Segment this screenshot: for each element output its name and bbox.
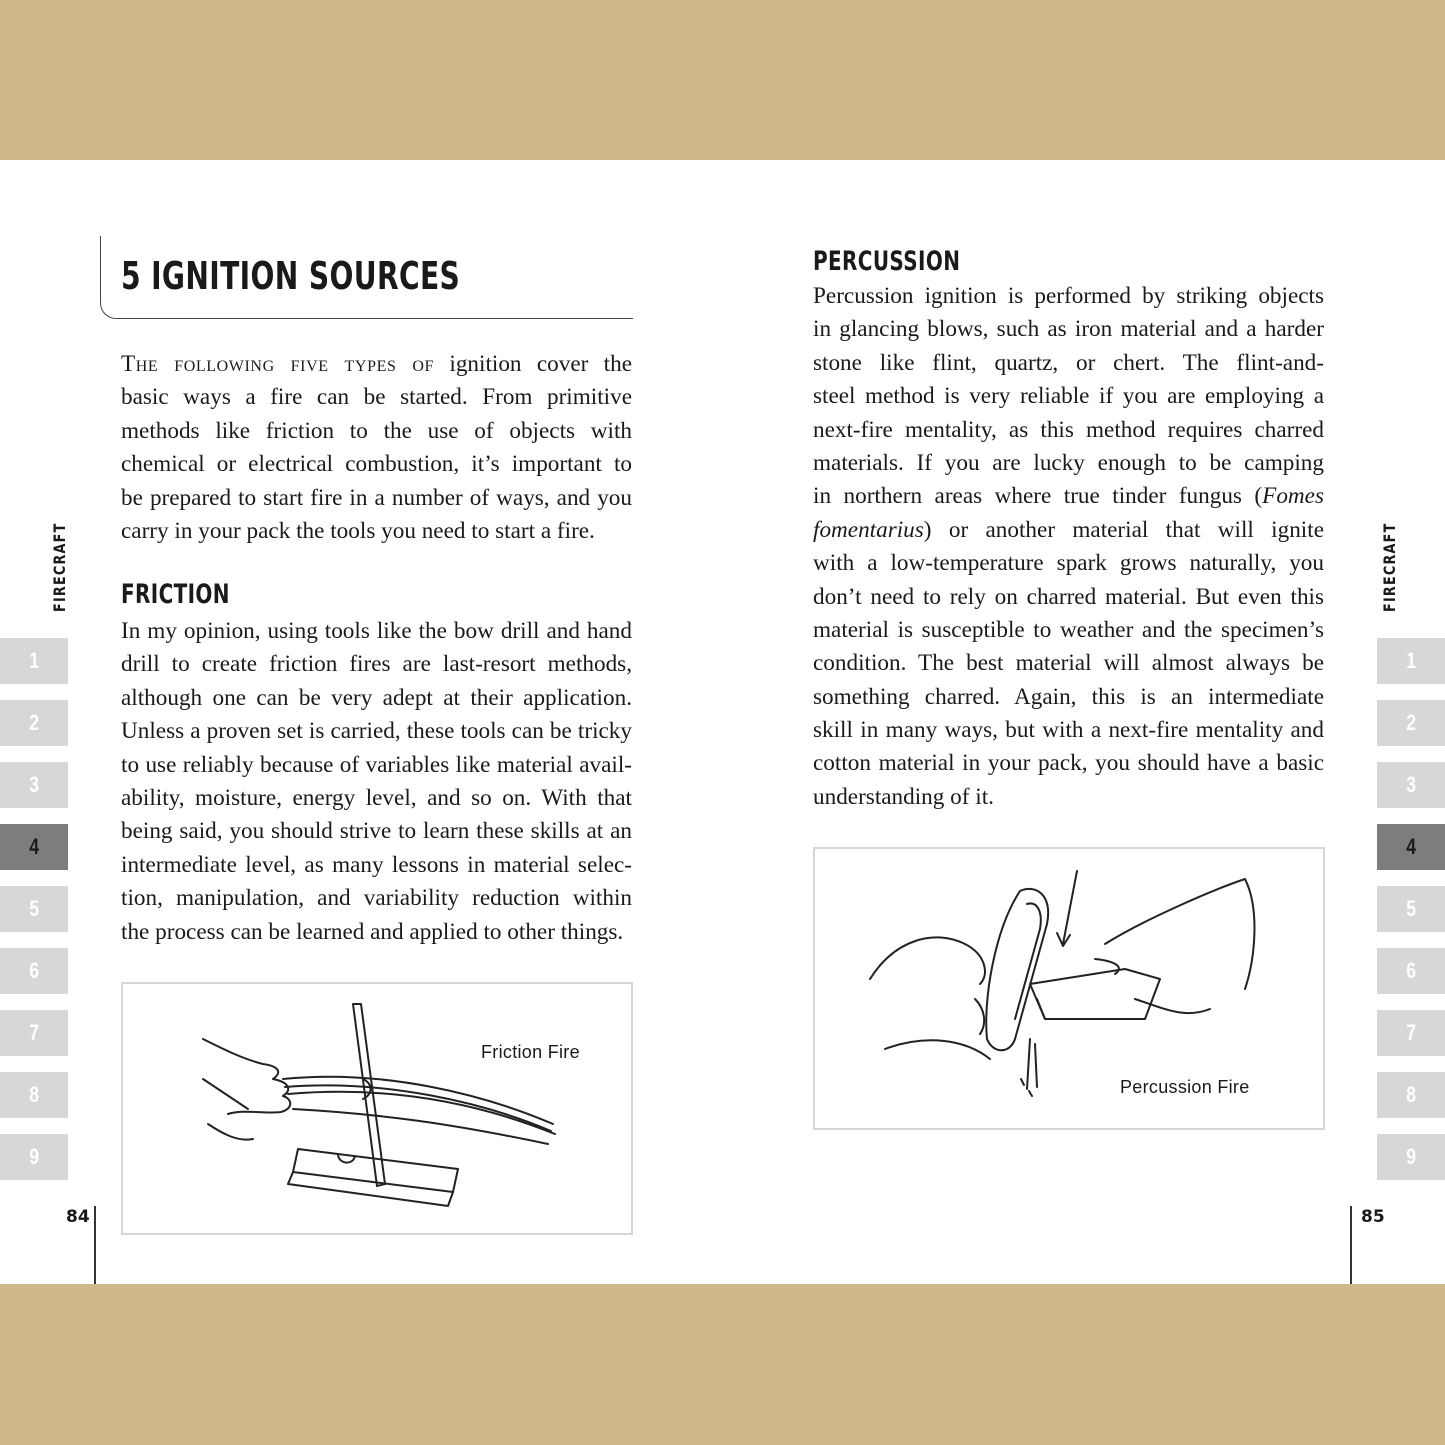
right-page-number: 85 bbox=[1361, 1207, 1385, 1227]
percussion-line bbox=[813, 480, 1324, 513]
intro-line: basic ways a fire can be started. From primitive bbox=[121, 384, 632, 411]
left-page-rule bbox=[94, 1206, 96, 1284]
top-band bbox=[0, 0, 1445, 160]
page-title: 5 IGNITION SOURCES bbox=[121, 254, 461, 298]
left-tab-4[interactable]: 4 bbox=[0, 824, 68, 870]
left-tab-7[interactable]: 7 bbox=[0, 1010, 68, 1056]
friction-line: being said, you should strive to learn these skills at an bbox=[121, 818, 632, 845]
percussion-line: stone like flint, quartz, or chert. The flint-and- bbox=[813, 349, 1324, 376]
friction-line: ability, moisture, energy level, and so on. With that bbox=[121, 784, 632, 811]
intro-line: be prepared to start fire in a number of ways, and you bbox=[121, 484, 632, 511]
right-tab-7[interactable]: 7 bbox=[1377, 1010, 1445, 1056]
friction-line: to use reliably because of variables like material avail- bbox=[121, 751, 632, 778]
left-tab-1[interactable]: 1 bbox=[0, 638, 68, 684]
right-tab-5[interactable]: 5 bbox=[1377, 886, 1445, 932]
right-tab-4[interactable]: 4 bbox=[1377, 824, 1445, 870]
fungus-line-end: ) or another material that will ignite bbox=[923, 516, 1324, 543]
percussion-line: something charred. Again, this is an intermediate bbox=[813, 683, 1324, 710]
percussion-fire-figure bbox=[813, 847, 1325, 1130]
percussion-line: Percussion ignition is performed by striking objects bbox=[813, 283, 1324, 309]
left-tab-6[interactable]: 6 bbox=[0, 948, 68, 994]
percussion-heading: PERCUSSION bbox=[813, 246, 961, 277]
left-page-number: 84 bbox=[66, 1207, 90, 1227]
friction-line: drill to create friction fires are last-resort methods, bbox=[121, 651, 632, 678]
fungus-species: fomentarius bbox=[813, 516, 924, 543]
right-tab-3[interactable]: 3 bbox=[1377, 762, 1445, 808]
right-tab-9[interactable]: 9 bbox=[1377, 1134, 1445, 1180]
percussion-line: steel method is very reliable if you are employing a bbox=[813, 383, 1324, 410]
percussion-paragraph bbox=[813, 280, 1324, 814]
percussion-line: materials. If you are lucky enough to be camping bbox=[813, 449, 1324, 476]
right-section-label: FIRECRAFT bbox=[1380, 522, 1399, 612]
bottom-band bbox=[0, 1284, 1445, 1445]
friction-heading: FRICTION bbox=[121, 579, 230, 610]
friction-line: intermediate level, as many lessons in material selec- bbox=[121, 851, 632, 878]
percussion-line: next-fire mentality, as this method requires charred bbox=[813, 416, 1324, 443]
percussion-line: cotton material in your pack, you should have a basic bbox=[813, 750, 1324, 777]
right-page-rule bbox=[1350, 1206, 1352, 1284]
friction-line: In my opinion, using tools like the bow drill and hand bbox=[121, 618, 632, 644]
percussion-line: understanding of it. bbox=[813, 783, 994, 810]
bow-drill-illustration bbox=[123, 984, 631, 1233]
percussion-line: condition. The best material will almost always be bbox=[813, 650, 1324, 677]
intro-line: chemical or electrical combustion, it’s important to bbox=[121, 451, 632, 478]
left-section-label: FIRECRAFT bbox=[50, 522, 69, 612]
friction-line: the process can be learned and applied to other things. bbox=[121, 918, 624, 945]
percussion-line bbox=[813, 514, 1324, 547]
friction-fire-figure bbox=[121, 982, 633, 1235]
friction-paragraph bbox=[121, 615, 632, 949]
percussion-figure-caption: Percussion Fire bbox=[1120, 1077, 1250, 1097]
left-tab-3[interactable]: 3 bbox=[0, 762, 68, 808]
intro-lead: The following five types of bbox=[121, 351, 435, 377]
percussion-line: with a low-temperature spark grows naturally, you bbox=[813, 550, 1324, 577]
intro-line bbox=[121, 348, 632, 381]
right-tab-2[interactable]: 2 bbox=[1377, 700, 1445, 746]
intro-line: carry in your pack the tools you need to start a fire. bbox=[121, 517, 595, 544]
right-tab-6[interactable]: 6 bbox=[1377, 948, 1445, 994]
intro-line-rest: ignition cover the bbox=[449, 351, 632, 377]
percussion-line: skill in many ways, but with a next-fire mentality and bbox=[813, 717, 1324, 744]
intro-line: methods like friction to the use of objects with bbox=[121, 417, 632, 444]
fungus-line-start: in northern areas where true tinder fungus ( bbox=[813, 483, 1263, 510]
percussion-line: don’t need to rely on charred material. But even this bbox=[813, 583, 1324, 610]
left-tab-9[interactable]: 9 bbox=[0, 1134, 68, 1180]
right-tab-1[interactable]: 1 bbox=[1377, 638, 1445, 684]
percussion-line: material is susceptible to weather and the specimen’s bbox=[813, 616, 1324, 643]
intro-paragraph bbox=[121, 348, 632, 548]
left-tab-2[interactable]: 2 bbox=[0, 700, 68, 746]
percussion-line: in glancing blows, such as iron material and a harder bbox=[813, 316, 1324, 343]
left-tab-8[interactable]: 8 bbox=[0, 1072, 68, 1118]
left-tab-5[interactable]: 5 bbox=[0, 886, 68, 932]
friction-figure-caption: Friction Fire bbox=[481, 1042, 580, 1062]
fungus-genus: Fomes bbox=[1262, 483, 1324, 510]
friction-line: tion, manipulation, and variability reduction within bbox=[121, 885, 632, 912]
right-tab-8[interactable]: 8 bbox=[1377, 1072, 1445, 1118]
friction-line: although one can be very adept at their application. bbox=[121, 684, 632, 711]
friction-line: Unless a proven set is carried, these tools can be tricky bbox=[121, 718, 632, 745]
